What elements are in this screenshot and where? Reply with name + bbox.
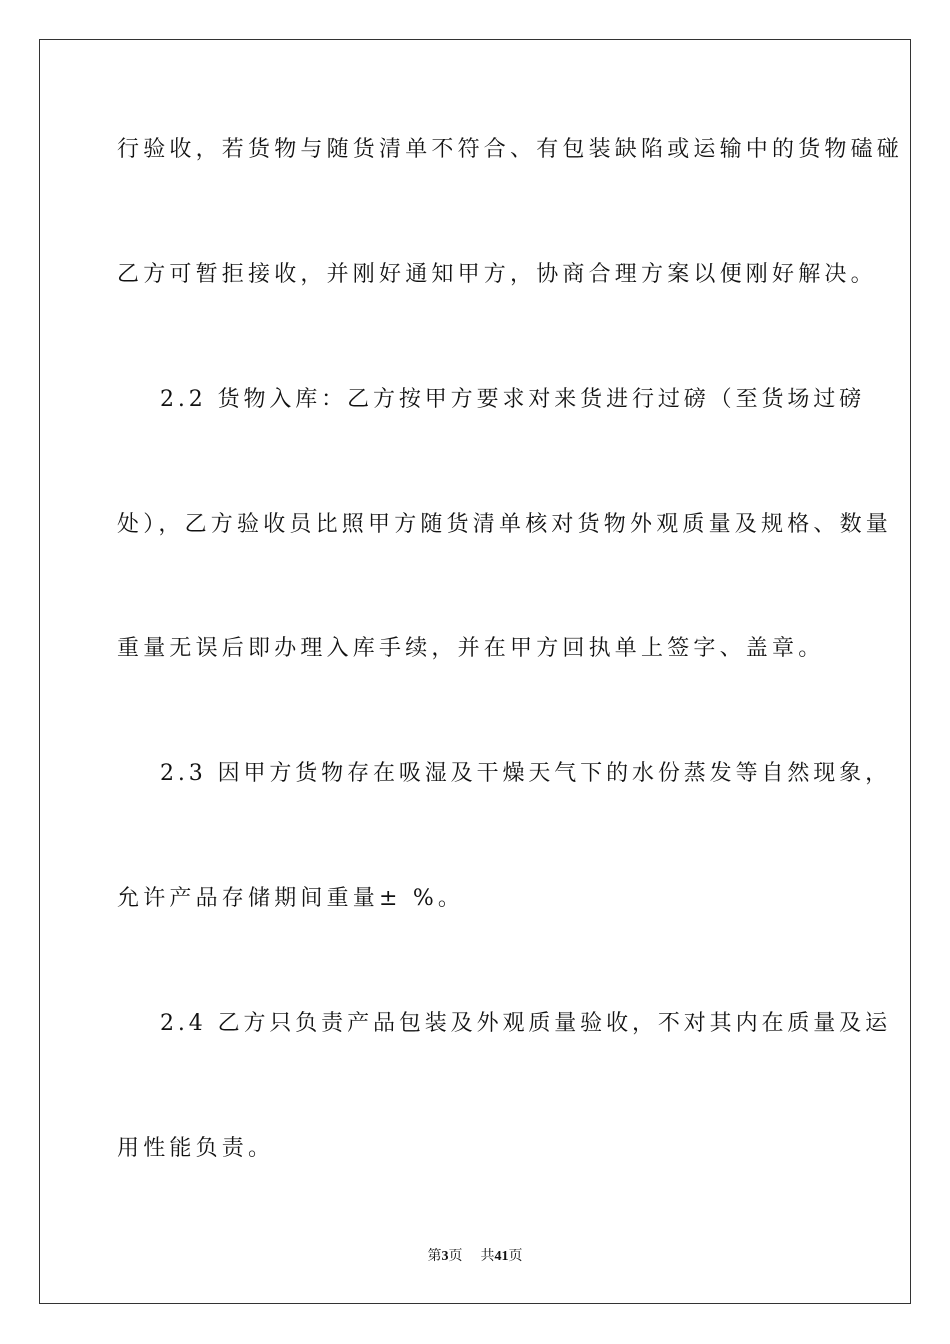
paragraph-line-7: 允许产品存储期间重量± %。 <box>117 886 465 911</box>
paragraph-line-9: 用性能负责。 <box>117 1136 275 1161</box>
paragraph-line-2: 乙方可暂拒接收，并刚好通知甲方，协商合理方案以便刚好解决。 <box>117 262 877 287</box>
paragraph-line-6: 2.3 因甲方货物存在吸湿及干燥天气下的水份蒸发等自然现象， <box>160 761 891 786</box>
total-suffix: 页 <box>508 1249 523 1264</box>
page-footer <box>0 1248 950 1266</box>
total-prefix: 共 <box>480 1249 495 1264</box>
page-number: 3 <box>441 1249 449 1264</box>
paragraph-line-1: 行验收，若货物与随货清单不符合、有包装缺陷或运输中的货物磕碰 <box>117 137 904 162</box>
paragraph-line-8: 2.4 乙方只负责产品包装及外观质量验收，不对其内在质量及运 <box>160 1011 891 1036</box>
page-border <box>39 39 911 1304</box>
paragraph-line-4: 处），乙方验收员比照甲方随货清单核对货物外观质量及规格、数量 <box>117 512 893 537</box>
total-pages: 41 <box>494 1249 509 1264</box>
page-prefix: 第 <box>427 1249 442 1264</box>
paragraph-line-5: 重量无误后即办理入库手续，并在甲方回执单上签字、盖章。 <box>117 636 825 661</box>
page-suffix: 页 <box>448 1249 463 1264</box>
paragraph-line-3: 2.2 货物入库：乙方按甲方要求对来货进行过磅（至货场过磅 <box>160 387 866 412</box>
